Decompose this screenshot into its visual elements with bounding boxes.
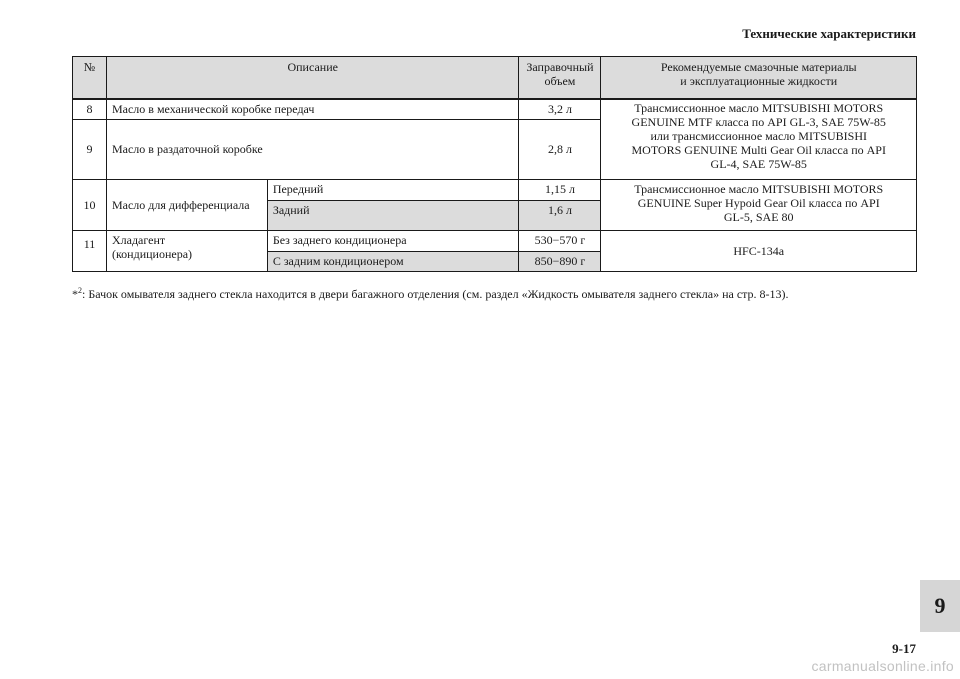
- row-11-number: 11: [73, 230, 107, 271]
- row-10-rear-label: Задний: [267, 200, 519, 230]
- footnote-marker: *: [72, 287, 78, 301]
- row-8-description: Масло в механической коробке передач: [106, 99, 518, 119]
- row-11-sub2-label: С задним кондиционером: [267, 251, 519, 271]
- page-number: 9-17: [892, 641, 916, 656]
- table-row: [73, 179, 917, 200]
- table-row: [73, 230, 917, 251]
- row-11-sub2-volume: 850−890 г: [519, 251, 601, 271]
- row-10-rear-volume: 1,6 л: [519, 200, 601, 230]
- row-10-recommended: Трансмиссионное масло MITSUBISHI MOTORS GENUINE Super Hypoid Gear Oil класса по API GL-5, SAE 80: [601, 179, 917, 230]
- footnote-superscript: 2: [78, 286, 82, 295]
- col-header-description: Описание: [106, 57, 518, 100]
- col-header-volume: Заправочный объем: [519, 57, 601, 100]
- footnote-text: : Бачок омывателя заднего стекла находится в двери багажного отделения (см. раздел «Жидкость омывателя заднего стекла» на стр. 8-13).: [82, 287, 789, 301]
- row-11-sub1-label: Без заднего кондиционера: [267, 230, 519, 251]
- row-10-description: Масло для дифференциала: [106, 179, 267, 230]
- table-row: [73, 99, 917, 119]
- specifications-table: [72, 56, 917, 272]
- row-10-front-volume: 1,15 л: [519, 179, 601, 200]
- col-header-recommended: Рекомендуемые смазочные материалы и эксплуатационные жидкости: [601, 57, 917, 100]
- footnote: [72, 286, 922, 302]
- row-11-sub1-volume: 530−570 г: [519, 230, 601, 251]
- row-11-description: Хладагент (кондиционера): [106, 230, 267, 271]
- row-10-number: 10: [73, 179, 107, 230]
- section-tab: 9: [920, 580, 960, 632]
- row-9-volume: 2,8 л: [519, 119, 601, 179]
- row-8-number: 8: [73, 99, 107, 119]
- page-header-title: Технические характеристики: [742, 26, 916, 41]
- col-header-number: №: [73, 57, 107, 100]
- table-header-row: [73, 57, 917, 100]
- row-8-volume: 3,2 л: [519, 99, 601, 119]
- row-9-description: Масло в раздаточной коробке: [106, 119, 518, 179]
- row-11-recommended: HFC-134a: [601, 230, 917, 271]
- row-9-number: 9: [73, 119, 107, 179]
- row-8-9-recommended: Трансмиссионное масло MITSUBISHI MOTORS GENUINE MTF класса по API GL-3, SAE 75W-85 или трансмиссионное масло MITSUBISHI MOTORS GENUINE Multi Gear Oil класса по API GL-4, SAE 75W-85: [601, 99, 917, 179]
- watermark: carmanualsonline.info: [811, 658, 954, 674]
- row-10-front-label: Передний: [267, 179, 519, 200]
